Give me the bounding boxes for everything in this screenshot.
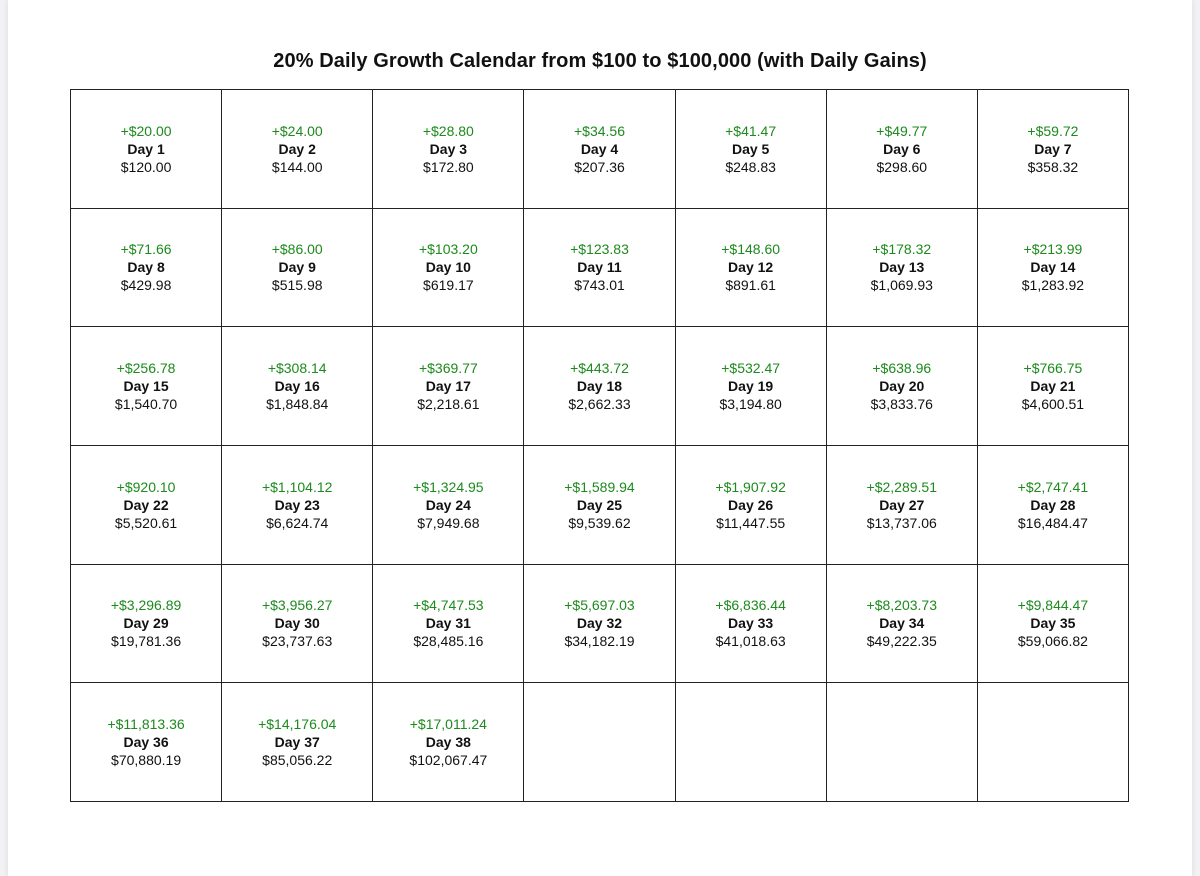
daily-gain: +$3,296.89: [110, 597, 182, 614]
day-cell: [978, 446, 1129, 565]
day-balance: $1,848.84: [266, 396, 329, 413]
day-balance: $891.61: [725, 277, 776, 294]
day-cell: [71, 90, 222, 209]
day-balance: $16,484.47: [1017, 514, 1088, 531]
daily-gain: +$1,324.95: [413, 478, 484, 495]
day-balance: $11,447.55: [716, 514, 786, 531]
day-cell: [373, 683, 524, 802]
day-cell: [71, 327, 222, 446]
day-cell: [222, 446, 373, 565]
day-balance: $34,182.19: [564, 633, 635, 650]
daily-gain: +$638.96: [872, 360, 932, 377]
day-balance: $49,222.35: [866, 633, 937, 650]
day-cell: [373, 90, 524, 209]
day-cell: [524, 327, 675, 446]
day-balance: $2,218.61: [417, 396, 480, 413]
day-cell: [676, 209, 827, 328]
daily-gain: +$9,844.47: [1017, 597, 1089, 614]
daily-gain: +$532.47: [721, 360, 781, 377]
day-label: Day 34: [879, 615, 925, 632]
day-label: Day 33: [728, 615, 774, 632]
day-label: Day 15: [123, 378, 169, 395]
day-balance: $358.32: [1027, 158, 1079, 175]
day-label: Day 20: [879, 378, 925, 395]
day-cell: [373, 565, 524, 684]
day-cell: [978, 565, 1129, 684]
day-label: Day 14: [1030, 259, 1076, 276]
day-label: Day 17: [425, 378, 471, 395]
day-cell: [676, 446, 827, 565]
empty-cell: [978, 683, 1129, 802]
day-label: Day 31: [425, 615, 471, 632]
day-balance: $28,485.16: [413, 633, 484, 650]
daily-gain: +$3,956.27: [261, 597, 333, 614]
day-cell: [373, 446, 524, 565]
day-label: Day 13: [879, 259, 925, 276]
day-label: Day 37: [274, 734, 320, 751]
daily-gain: +$34.56: [573, 122, 625, 139]
daily-gain: +$59.72: [1027, 122, 1079, 139]
day-cell: [978, 327, 1129, 446]
day-cell: [978, 209, 1129, 328]
empty-cell: [827, 683, 978, 802]
daily-gain: +$213.99: [1023, 241, 1083, 258]
day-label: Day 27: [879, 496, 925, 513]
day-balance: $1,540.70: [114, 396, 178, 413]
day-cell: [827, 327, 978, 446]
day-balance: $120.00: [120, 158, 172, 175]
day-cell: [71, 209, 222, 328]
day-cell: [827, 565, 978, 684]
day-cell: [676, 565, 827, 684]
day-balance: $7,949.68: [417, 514, 480, 531]
day-label: Day 22: [123, 496, 169, 513]
day-balance: $13,737.06: [866, 514, 937, 531]
day-balance: $298.60: [876, 158, 928, 175]
daily-gain: +$103.20: [418, 241, 478, 258]
daily-gain: +$20.00: [120, 122, 172, 139]
day-label: Day 24: [425, 496, 471, 513]
day-label: Day 5: [731, 140, 770, 157]
day-label: Day 29: [123, 615, 169, 632]
day-label: Day 28: [1030, 496, 1076, 513]
growth-calendar-grid: [70, 89, 1129, 802]
day-cell: [524, 209, 675, 328]
day-label: Day 3: [429, 140, 468, 157]
day-cell: [524, 565, 675, 684]
day-balance: $619.17: [423, 277, 474, 294]
daily-gain: +$71.66: [120, 241, 172, 258]
day-cell: [71, 565, 222, 684]
day-label: Day 4: [580, 140, 619, 157]
daily-gain: +$369.77: [418, 360, 478, 377]
day-cell: [222, 327, 373, 446]
day-cell: [676, 90, 827, 209]
day-label: Day 23: [274, 496, 320, 513]
daily-gain: +$123.83: [570, 241, 629, 258]
page-title: 20% Daily Growth Calendar from $100 to $100,000 (with Daily Gains): [273, 50, 927, 72]
daily-gain: +$2,747.41: [1017, 478, 1089, 495]
day-cell: [524, 90, 675, 209]
day-cell: [524, 446, 675, 565]
day-label: Day 25: [576, 496, 623, 513]
day-balance: $19,781.36: [111, 633, 182, 650]
day-label: Day 10: [425, 259, 471, 276]
daily-gain: +$256.78: [116, 360, 176, 377]
daily-gain: +$41.47: [725, 122, 777, 139]
daily-gain: +$14,176.04: [258, 716, 337, 733]
document-page: [8, 0, 1192, 876]
day-balance: $6,624.74: [266, 514, 329, 531]
day-label: Day 36: [123, 734, 169, 751]
daily-gain: +$443.72: [570, 360, 629, 377]
empty-cell: [524, 683, 675, 802]
empty-cell: [676, 683, 827, 802]
day-balance: $5,520.61: [114, 514, 178, 531]
day-cell: [373, 209, 524, 328]
day-label: Day 8: [127, 259, 165, 276]
day-balance: $41,018.63: [715, 633, 786, 650]
day-label: Day 19: [728, 378, 774, 395]
day-balance: $59,066.82: [1017, 633, 1088, 650]
day-balance: $248.83: [725, 158, 776, 175]
day-label: Day 32: [576, 615, 623, 632]
daily-gain: +$4,747.53: [413, 597, 484, 614]
day-balance: $172.80: [423, 158, 474, 175]
daily-gain: +$766.75: [1023, 360, 1083, 377]
day-balance: $743.01: [574, 277, 625, 294]
daily-gain: +$178.32: [872, 241, 932, 258]
daily-gain: +$148.60: [721, 241, 781, 258]
day-cell: [222, 90, 373, 209]
day-label: Day 26: [728, 496, 774, 513]
day-balance: $207.36: [574, 158, 625, 175]
daily-gain: +$11,813.36: [107, 716, 185, 733]
day-label: Day 30: [274, 615, 320, 632]
daily-gain: +$6,836.44: [715, 597, 786, 614]
daily-gain: +$1,589.94: [564, 478, 635, 495]
day-balance: $429.98: [120, 277, 172, 294]
day-label: Day 2: [278, 140, 316, 157]
day-label: Day 18: [576, 378, 623, 395]
day-cell: [222, 683, 373, 802]
day-cell: [978, 90, 1129, 209]
day-balance: $70,880.19: [111, 752, 182, 769]
daily-gain: +$86.00: [271, 241, 323, 258]
day-balance: $3,194.80: [719, 396, 782, 413]
daily-gain: +$2,289.51: [866, 478, 937, 495]
daily-gain: +$920.10: [116, 478, 176, 495]
day-label: Day 16: [274, 378, 320, 395]
day-balance: $2,662.33: [568, 396, 631, 413]
day-balance: $144.00: [271, 158, 323, 175]
day-balance: $9,539.62: [568, 514, 631, 531]
day-label: Day 9: [278, 259, 316, 276]
daily-gain: +$308.14: [267, 360, 327, 377]
day-label: Day 7: [1034, 140, 1072, 157]
daily-gain: +$17,011.24: [409, 716, 487, 733]
day-label: Day 1: [127, 140, 165, 157]
daily-gain: +$49.77: [876, 122, 928, 139]
day-label: Day 6: [883, 140, 921, 157]
day-balance: $23,737.63: [262, 633, 333, 650]
day-cell: [827, 209, 978, 328]
day-label: Day 38: [425, 734, 471, 751]
day-label: Day 11: [577, 259, 622, 276]
day-balance: $4,600.51: [1021, 396, 1085, 413]
daily-gain: +$24.00: [271, 122, 323, 139]
day-balance: $1,069.93: [870, 277, 933, 294]
day-balance: $1,283.92: [1021, 277, 1085, 294]
daily-gain: +$1,907.92: [715, 478, 786, 495]
day-label: Day 35: [1030, 615, 1076, 632]
day-balance: $85,056.22: [262, 752, 333, 769]
day-cell: [827, 446, 978, 565]
day-label: Day 12: [728, 259, 774, 276]
day-balance: $3,833.76: [870, 396, 933, 413]
day-cell: [222, 209, 373, 328]
daily-gain: +$5,697.03: [564, 597, 635, 614]
day-cell: [827, 90, 978, 209]
daily-gain: +$8,203.73: [866, 597, 937, 614]
daily-gain: +$1,104.12: [261, 478, 333, 495]
day-balance: $102,067.47: [409, 752, 488, 769]
daily-gain: +$28.80: [422, 122, 474, 139]
day-cell: [222, 565, 373, 684]
day-cell: [71, 446, 222, 565]
day-cell: [71, 683, 222, 802]
day-cell: [373, 327, 524, 446]
day-label: Day 21: [1030, 378, 1076, 395]
day-balance: $515.98: [271, 277, 323, 294]
day-cell: [676, 327, 827, 446]
